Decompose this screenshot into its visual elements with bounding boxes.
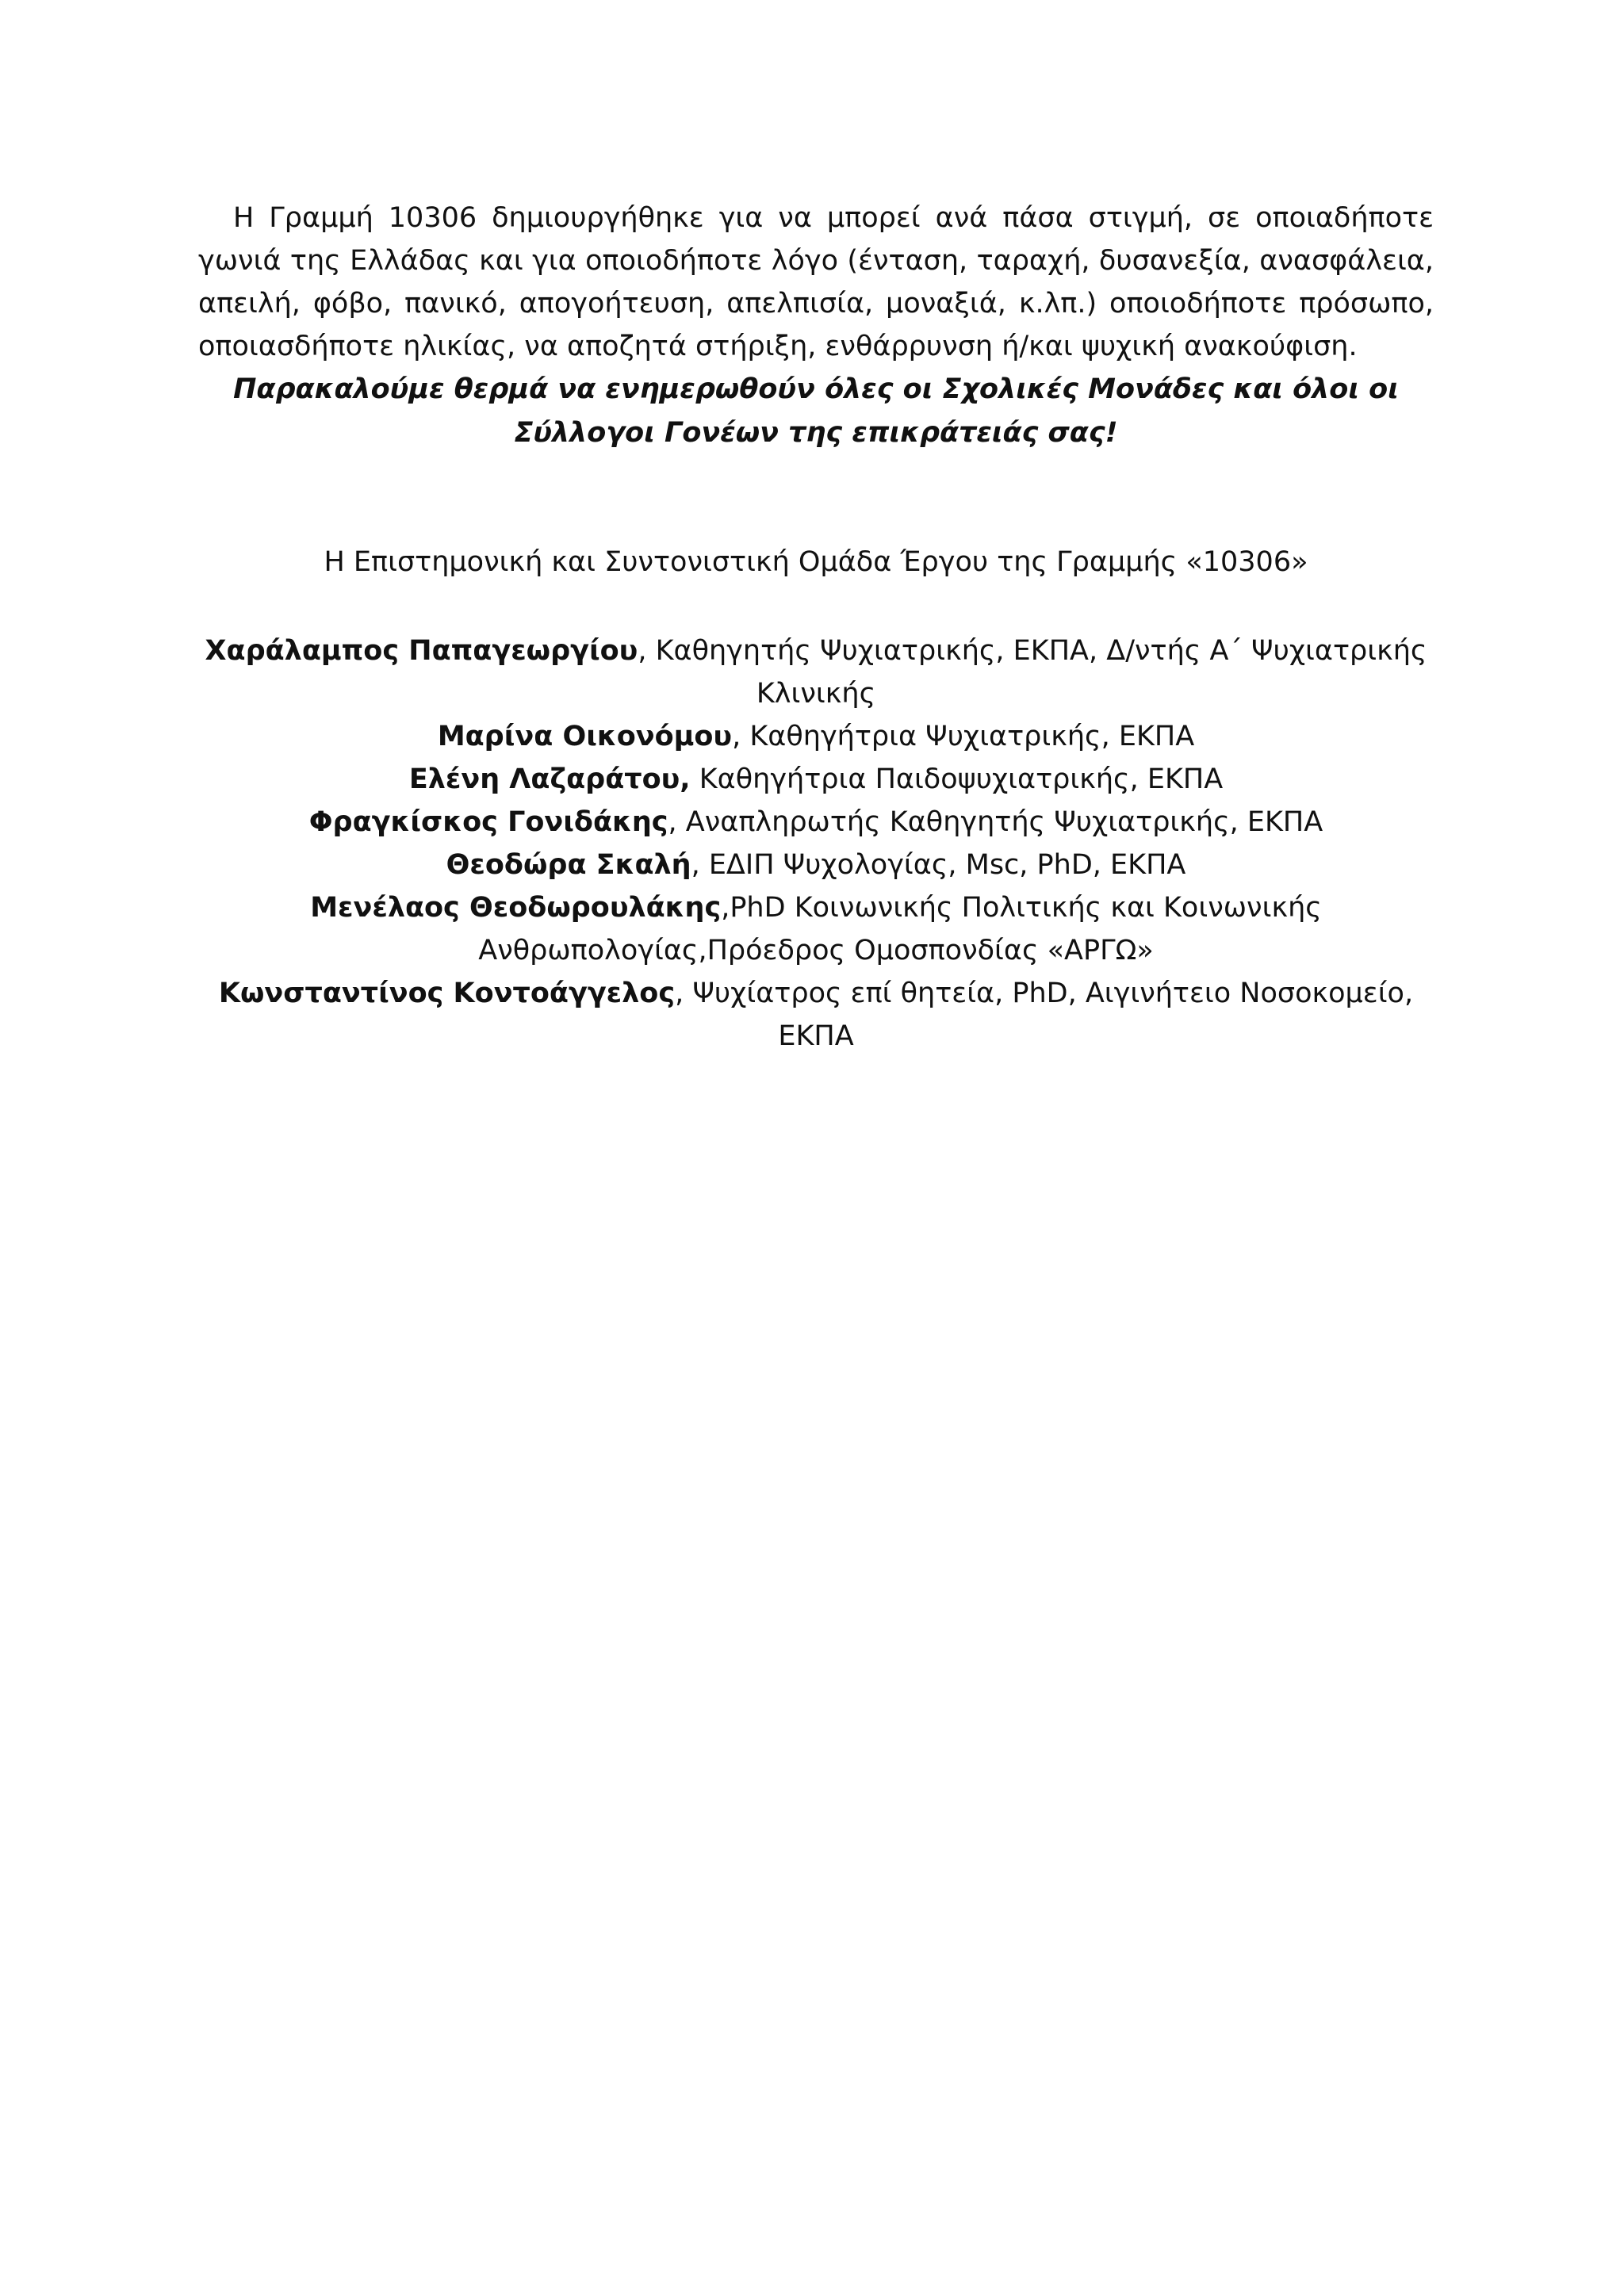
- member-role: Καθηγήτρια Παιδοψυχιατρικής, ΕΚΠΑ: [690, 763, 1224, 795]
- intro-paragraph: Η Γραμμή 10306 δημιουργήθηκε για να μπορεί ανά πάσα στιγμή, σε οποιαδήποτε γωνιά της Ελλάδας και για οποιοδήποτε λόγο (ένταση, ταραχή, δυσανεξία, ανασφάλεια, απειλή, φόβο, πανικό, απογοήτευση, απελπισία, μοναξιά, κ.λπ.) οποιοδήποτε πρόσωπο, οποιασδήποτε ηλικίας, να αποζητά στήριξη, ενθάρρυνση ή/και ψυχική ανακούφιση.: [198, 202, 1434, 362]
- team-member-kontoaggelos: [198, 972, 1434, 1058]
- team-member-theodoroulakis: [198, 886, 1434, 972]
- team-member-gonidakis: [198, 801, 1434, 844]
- team-member-skali: [198, 844, 1434, 886]
- member-role: , Καθηγητής Ψυχιατρικής, ΕΚΠΑ, Δ/ντής Α΄ Ψυχιατρικής Κλινικής: [638, 635, 1427, 710]
- member-role: ,PhD Κοινωνικής Πολιτικής και Κοινωνικής Ανθρωπολογίας,Πρόεδρος Ομοσπονδίας «ΑΡΓΩ»: [478, 892, 1322, 966]
- member-role: , Αναπληρωτής Καθηγητής Ψυχιατρικής, ΕΚΠΑ: [668, 806, 1323, 838]
- member-name: Κωνσταντίνος Κοντοάγγελος: [218, 978, 676, 1009]
- member-name: Μενέλαος Θεοδωρουλάκης: [310, 892, 722, 924]
- member-name: Χαράλαμπος Παπαγεωργίου: [205, 635, 638, 667]
- team-member-lazaratou: [198, 758, 1434, 801]
- member-role: , Καθηγήτρια Ψυχιατρικής, ΕΚΠΑ: [732, 721, 1195, 752]
- team-member-list: [198, 629, 1434, 1058]
- team-member-papageorgiou: [198, 629, 1434, 715]
- member-name: Μαρίνα Οικονόμου: [437, 721, 733, 752]
- team-member-oikonomou: [198, 715, 1434, 758]
- member-name: Θεοδώρα Σκαλή: [446, 849, 691, 881]
- appeal-paragraph: Παρακαλούμε θερμά να ενημερωθούν όλες οι Σχολικές Μονάδες και όλοι οι Σύλλογοι Γονέων της επικράτειάς σας!: [233, 373, 1399, 449]
- member-role: , ΕΔΙΠ Ψυχολογίας, Msc, PhD, ΕΚΠΑ: [691, 849, 1186, 881]
- document-body: [198, 197, 1434, 1058]
- member-role: , Ψυχίατρος επί θητεία, PhD, Αιγινήτειο Νοσοκομείο, ΕΚΠΑ: [675, 978, 1414, 1052]
- team-title: Η Επιστημονική και Συντονιστική Ομάδα Έργου της Γραμμής «10306»: [324, 546, 1308, 578]
- member-name: Ελένη Λαζαράτου,: [408, 763, 691, 795]
- member-name: Φραγκίσκος Γονιδάκης: [308, 806, 668, 838]
